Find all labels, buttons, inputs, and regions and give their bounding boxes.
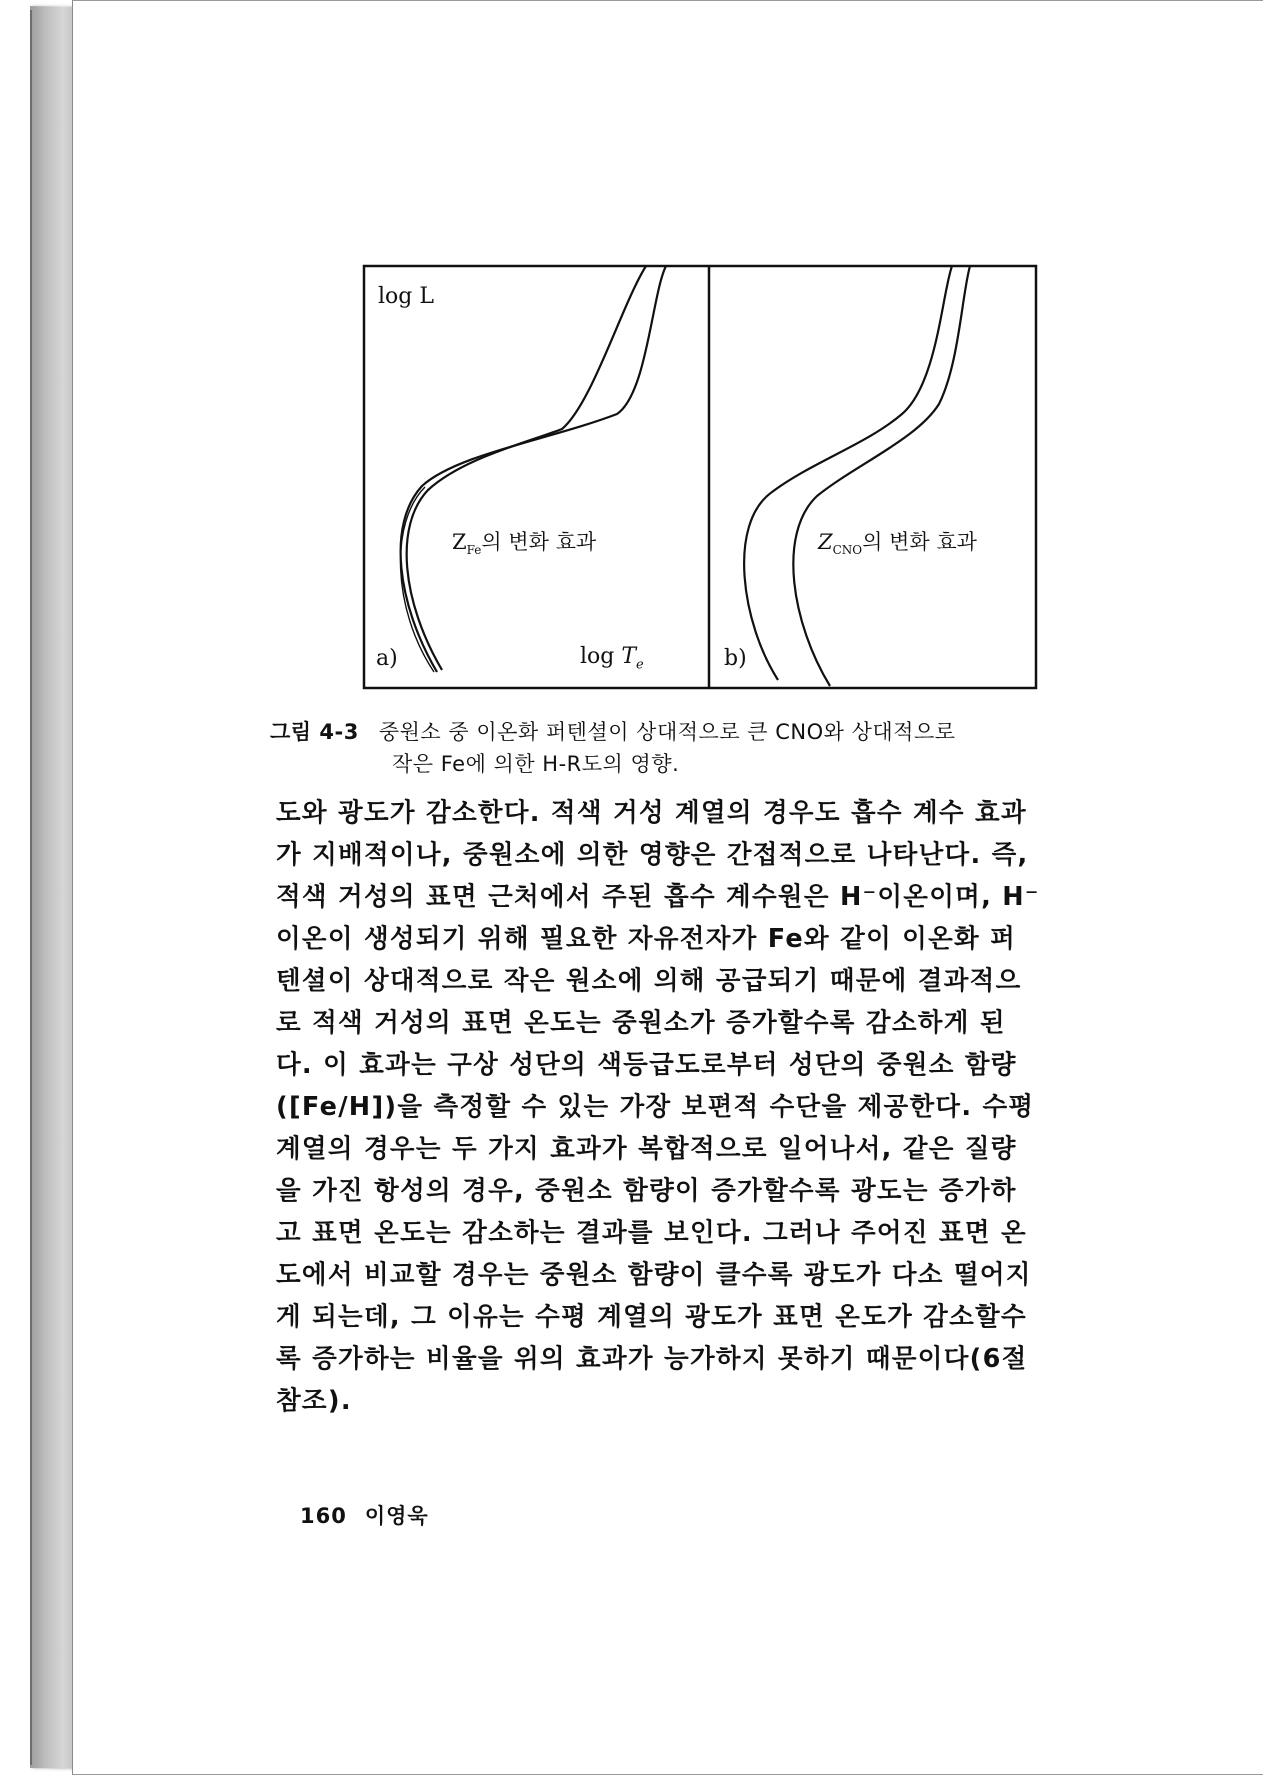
hr-diagram-svg — [362, 264, 1038, 690]
caption-line-1: 중원소 중 이온화 퍼텐셜이 상대적으로 큰 CNO와 상대적으로 — [378, 720, 956, 744]
body-line: 게 되는데, 그 이유는 수평 계열의 광도가 표면 온도가 감소할수 — [276, 1302, 1027, 1332]
caption-line-2: 작은 Fe에 의한 H-R도의 영향. — [392, 752, 680, 776]
spine-edge — [30, 10, 32, 1765]
body-line: 도와 광도가 감소한다. 적색 거성 계열의 경우도 흡수 계수 효과 — [276, 798, 1027, 828]
running-author: 이영욱 — [364, 1504, 429, 1528]
x-axis-label: $\log T_e$ — [580, 644, 644, 673]
panel-a-effect-label: $Z_{Fe}$의 변화 효과 — [452, 530, 597, 558]
panel-b-tag: b) — [724, 646, 747, 671]
panel-a-track-2 — [407, 266, 646, 673]
body-paragraph — [276, 792, 1142, 1422]
body-line: 가 지배적이나, 중원소에 의한 영향은 간접적으로 나타난다. 즉, — [276, 840, 1029, 870]
body-line: 계열의 경우는 두 가지 효과가 복합적으로 일어나서, 같은 질량 — [276, 1134, 1017, 1164]
body-line: 텐셜이 상대적으로 작은 원소에 의해 공급되기 때문에 결과적으 — [276, 966, 1022, 996]
page-number: 160 — [300, 1504, 347, 1528]
body-line: 다. 이 효과는 구상 성단의 색등급도로부터 성단의 중원소 함량 — [276, 1050, 1017, 1080]
body-line: 도에서 비교할 경우는 중원소 함량이 클수록 광도가 다소 떨어지 — [276, 1260, 1032, 1290]
hr-diagram-figure — [362, 264, 1038, 690]
body-line: 로 적색 거성의 표면 온도는 중원소가 증가할수록 감소하게 된 — [276, 1008, 1006, 1038]
panel-b-effect-label: $Z_{CNO}$의 변화 효과 — [818, 530, 977, 558]
panel-b-track-2 — [793, 266, 970, 686]
caption-number: 그림 4-3 — [270, 720, 359, 744]
body-line: 이온이 생성되기 위해 필요한 자유전자가 Fe와 같이 이온화 퍼 — [276, 924, 1017, 954]
body-line: 을 가진 항성의 경우, 중원소 함량이 증가할수록 광도는 증가하 — [276, 1176, 1017, 1206]
body-line: 적색 거성의 표면 근처에서 주된 흡수 계수원은 H⁻이온이며, H⁻ — [276, 882, 1040, 912]
panel-a-tag: a) — [376, 646, 398, 671]
body-line: 참조). — [276, 1386, 352, 1416]
body-line: 록 증가하는 비율을 위의 효과가 능가하지 못하기 때문이다(6절 — [276, 1344, 1028, 1374]
body-line: 고 표면 온도는 감소하는 결과를 보인다. 그러나 주어진 표면 온 — [276, 1218, 1027, 1248]
book-spine — [30, 6, 74, 1769]
figure-frame — [364, 266, 1036, 688]
page-footer — [300, 1500, 429, 1530]
body-line: ([Fe/H])을 측정할 수 있는 가장 보편적 수단을 제공한다. 수평 — [276, 1092, 1035, 1122]
figure-caption — [270, 716, 1150, 780]
panel-a-track-1 — [401, 266, 666, 672]
y-axis-label: log L — [378, 284, 434, 309]
